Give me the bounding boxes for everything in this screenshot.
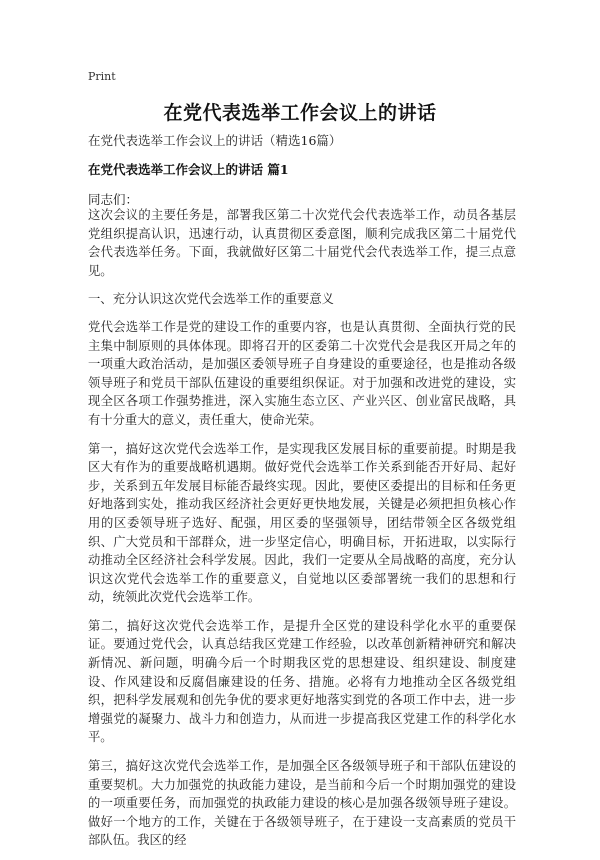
page-title: 在党代表选举工作会议上的讲话 bbox=[163, 102, 437, 124]
print-label[interactable]: Print bbox=[88, 70, 116, 83]
greeting-line: 同志们： bbox=[88, 192, 139, 207]
paragraph-second-point: 第二，搞好这次党代会选举工作，是提升全区党的建设科学化水平的重要保证。要通过党代会，认真总结我区党建工作经验，以改革创新精神研究和解决新情况、新问题，明确今后一个时期我区党的思想建设、组织建设、制度建设、作风建设和反腐倡廉建设的任务、措施。必将有力地推动全区各级党组织，把科学发展观和创先争优的要求更好地落实到党的各项工作中去，进一步增强党的凝聚力、战斗力和创造力，从而进一步提高我区党建工作的科学化水平。 bbox=[88, 618, 516, 745]
document-subtitle: 在党代表选举工作会议上的讲话（精选16篇） bbox=[88, 133, 342, 148]
paragraph-subheading: 一、充分认识这次党代会选举工作的重要意义 bbox=[88, 292, 334, 307]
paragraph-intro: 这次会议的主要任务是，部署我区第二十次党代会代表选举工作，动员各基层党组织提高认识，迅速行动，认真贯彻区委意图，顺利完成我区第二十届党代会代表选举任务。下面，我就做好区第二十届党代会代表选举工作，提三点意见。 bbox=[88, 208, 516, 278]
paragraph-significance: 党代会选举工作是党的建设工作的重要内容，也是认真贯彻、全面执行党的民主集中制原则的具体体现。即将召开的区委第二十次党代会是我区开局之年的一项重大政治活动，是加强区委领导班子自身建设的重要途径，也是推动各级领导班子和党员干部队伍建设的重要组织保证。对于加强和改进党的建设，实现全区各项工作强势推进，深入实施生态立区、产业兴区、创业富民战略，具有十分重大的意义，责任重大，使命光荣。 bbox=[88, 319, 516, 427]
article-body bbox=[88, 206, 516, 860]
paragraph-first-point: 第一，搞好这次党代会选举工作，是实现我区发展目标的重要前提。时期是我区大有作为的重要战略机遇期。做好党代会选举工作关系到能否开好局、起好步，关系到五年发展目标能否最终实现。因此，要使区委提出的目标和任务更好地落到实处，推动我区经济社会更好更快地发展，关键是必须把担负核心作用的区委领导班子选好、配强，用区委的坚强领导，团结带领全区各级党组织、广大党员和干部群众，进一步坚定信心，明确目标，开拓进取，以实际行动推动全区经济社会科学发展。因此，我们一定要从全局战略的高度，充分认识这次党代会选举工作的重要意义，自觉地以区委部署统一我们的思想和行动，统领此次党代会选举工作。 bbox=[88, 441, 516, 605]
paragraph-third-point: 第三，搞好这次党代会选举工作，是加强全区各级领导班子和干部队伍建设的重要契机。大力加强党的执政能力建设，是当前和今后一个时期加强党的建设的一项重要任务，而加强党的执政能力建设的核心是加强各级领导班子建设。做好一个地方的工作，关键在于各级领导班子，在于建设一支高素质的党员干部队伍。我区的经 bbox=[88, 759, 516, 848]
section-heading: 在党代表选举工作会议上的讲话 篇1 bbox=[88, 162, 289, 177]
